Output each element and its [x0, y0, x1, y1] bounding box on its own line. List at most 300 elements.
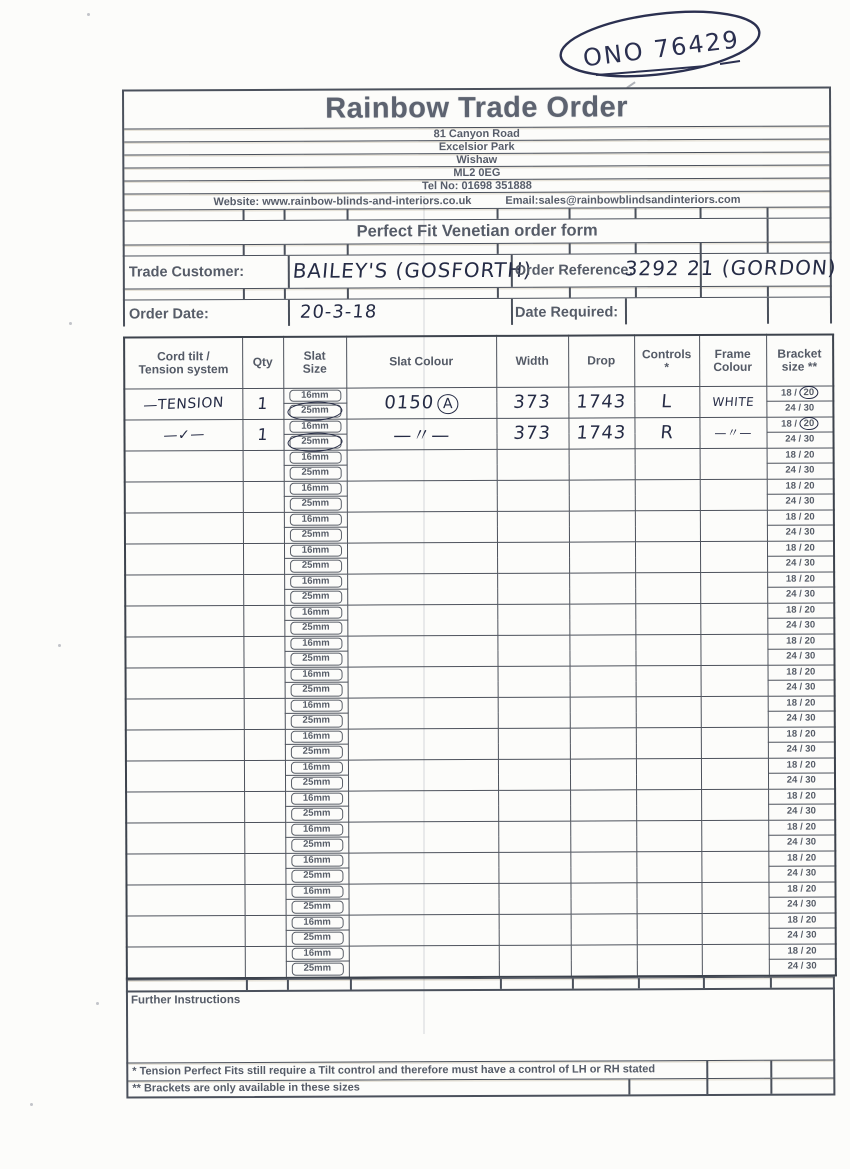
- cell-cord-tilt: [125, 636, 243, 668]
- cell-divider-tick: [638, 978, 640, 988]
- cell-bracket-size: 18 / 20: [767, 447, 834, 463]
- order-date-row: [123, 296, 832, 326]
- cell-drop: [571, 944, 637, 976]
- bracket-size-option: 18 /: [781, 418, 800, 430]
- trade-customer-label: Trade Customer:: [128, 264, 245, 281]
- cell-cord-tilt: [126, 667, 244, 699]
- column-header-8: Bracket size **: [766, 334, 833, 385]
- cell-cord-tilt: [125, 512, 243, 544]
- table-row: [126, 726, 835, 745]
- cell-drop: [569, 479, 635, 510]
- cell-width: [497, 511, 569, 542]
- cell-width: [498, 666, 570, 697]
- cell-slat-colour: [348, 883, 498, 915]
- cell-bracket-size: [766, 385, 833, 401]
- slat-size-option: 16mm: [290, 761, 342, 774]
- cell-slat-size: [284, 434, 347, 450]
- cell-divider-tick: [347, 245, 349, 255]
- cell-bracket-size: 24 / 30: [767, 494, 834, 510]
- cell-bracket-size: 24 / 30: [769, 897, 836, 913]
- cell-controls: [635, 634, 700, 665]
- cell-slat-size: [284, 465, 347, 481]
- cell-divider-tick: [572, 978, 574, 988]
- slat-size-option: 16mm: [289, 389, 341, 402]
- cell-drop: [570, 882, 636, 913]
- slat-size-option: 25mm: [291, 901, 343, 914]
- cell-divider-tick: [569, 244, 571, 254]
- order-reference-label: Order Reference:: [514, 262, 634, 279]
- cell-divider-tick: [635, 243, 637, 253]
- handwritten-value: 1: [256, 424, 270, 444]
- cell-bracket-size: 24 / 30: [768, 773, 835, 789]
- cell-slat-colour: [346, 418, 496, 450]
- cell-bracket-size: 24 / 30: [766, 401, 833, 417]
- cell-divider: [511, 299, 513, 325]
- cell-slat-colour: [347, 480, 497, 512]
- cell-divider-tick: [246, 980, 248, 990]
- cell-width: [497, 480, 569, 511]
- cell-divider-tick: [770, 977, 772, 987]
- cell-bracket-size: 18 / 20: [768, 819, 835, 835]
- table-row: [125, 571, 834, 590]
- cell-slat-size: [284, 589, 347, 605]
- slat-size-option: 16mm: [291, 792, 343, 805]
- cell-bracket-size: 18 / 20: [767, 509, 834, 525]
- cell-divider: [628, 1079, 630, 1094]
- trade-customer-row: [123, 252, 838, 288]
- cell-divider: [767, 219, 769, 242]
- cell-drop: [569, 634, 635, 665]
- slat-size-option: 16mm: [290, 668, 342, 681]
- cell-qty: [244, 729, 285, 760]
- further-instructions-label: Further Instructions: [130, 993, 241, 1007]
- cell-slat-colour: [348, 852, 498, 884]
- cell-bracket-size: 24 / 30: [767, 618, 834, 634]
- cell-slat-colour: [347, 511, 497, 543]
- slat-size-option: 25mm: [291, 870, 343, 883]
- cell-controls: [637, 944, 702, 976]
- cell-slat-size: [285, 775, 348, 791]
- cell-controls: [636, 882, 701, 913]
- table-row: [126, 788, 835, 807]
- cell-divider-tick: [350, 979, 352, 989]
- cell-frame-colour: [699, 417, 766, 448]
- cell-controls: [636, 820, 701, 851]
- cell-frame-colour: [702, 913, 769, 944]
- cell-slat-colour: [349, 945, 499, 977]
- cell-width: [497, 635, 569, 666]
- cell-slat-size: [285, 837, 348, 853]
- cell-slat-size: [284, 651, 347, 667]
- handwritten-value: 1: [256, 393, 270, 413]
- table-row: [126, 695, 835, 714]
- address-line: Wishaw: [124, 151, 829, 167]
- cell-bracket-size: 24 / 30: [768, 835, 835, 851]
- handwritten-circle: 20: [800, 386, 819, 399]
- cell-bracket-size: 18 / 20: [767, 633, 834, 649]
- cell-slat-size: [285, 884, 348, 900]
- cell-divider-tick: [497, 209, 499, 219]
- table-row: [127, 912, 836, 931]
- cell-divider-tick: [284, 245, 286, 255]
- order-number-text: ONO 76429: [581, 25, 742, 73]
- table-row: [125, 509, 834, 528]
- cell-controls: [635, 603, 700, 634]
- cell-qty: [243, 512, 284, 543]
- cell-divider-tick: [635, 208, 637, 218]
- phone-line: Tel No: 01698 351888: [124, 177, 829, 193]
- cell-slat-size: [284, 543, 347, 559]
- cell-slat-size: [286, 961, 349, 977]
- column-header-4: Width: [496, 336, 568, 387]
- scan-speck: [30, 1103, 33, 1106]
- column-header-3: Slat Colour: [346, 336, 496, 388]
- cell-frame-colour: [701, 851, 768, 882]
- cell-drop: [570, 727, 636, 758]
- cell-slat-colour: [346, 387, 496, 419]
- cell-slat-size: [285, 713, 348, 729]
- cell-frame-colour: [701, 789, 768, 820]
- cell-slat-colour: [348, 790, 498, 822]
- cell-frame-colour: [699, 386, 766, 417]
- cell-bracket-size: 18 / 20: [768, 726, 835, 742]
- cell-bracket-size: 24 / 30: [767, 525, 834, 541]
- slat-size-option: 16mm: [290, 730, 342, 743]
- cell-drop: [570, 696, 636, 727]
- slat-size-option: 16mm: [289, 544, 341, 557]
- order-table: [123, 333, 837, 979]
- cell-divider-tick: [700, 243, 702, 253]
- cell-bracket-size: 24 / 30: [768, 742, 835, 758]
- cell-qty: [244, 760, 285, 791]
- cell-bracket-size: 18 / 20: [769, 943, 836, 959]
- cell-frame-colour: [700, 572, 767, 603]
- cell-divider-tick: [497, 288, 499, 298]
- cell-qty: [243, 636, 284, 667]
- cell-bracket-size: 18 / 20: [768, 695, 835, 711]
- cell-divider-tick: [700, 208, 702, 218]
- slat-size-option: 16mm: [289, 420, 341, 433]
- address-line: 81 Canyon Road: [124, 125, 829, 141]
- cell-divider: [770, 1078, 772, 1093]
- cell-slat-size: [284, 527, 347, 543]
- cell-controls: [634, 386, 699, 417]
- footnote-text: ** Brackets are only available in these sizes: [132, 1081, 360, 1095]
- cell-width: [498, 728, 570, 759]
- cell-cord-tilt: [126, 729, 244, 761]
- cell-width: [498, 697, 570, 728]
- slat-size-option: 16mm: [290, 637, 342, 650]
- cell-slat-size: [286, 930, 349, 946]
- cell-bracket-size: 24 / 30: [767, 463, 834, 479]
- cell-width: [499, 914, 571, 945]
- cell-controls: [636, 851, 701, 882]
- cell-divider: [706, 1079, 708, 1094]
- further-instructions-area: [126, 987, 835, 1062]
- cell-cord-tilt: [127, 946, 245, 978]
- cell-slat-size: [284, 620, 347, 636]
- cell-controls: [636, 696, 701, 727]
- cell-cord-tilt: [124, 419, 242, 451]
- cell-slat-size: [284, 558, 347, 574]
- cell-slat-size: [285, 667, 348, 683]
- cell-slat-size: [284, 605, 347, 621]
- cell-divider-tick: [569, 209, 571, 219]
- cell-controls: [637, 913, 702, 944]
- cell-slat-size: [286, 915, 349, 931]
- cell-cord-tilt: [126, 698, 244, 730]
- footnote-row: [126, 1077, 835, 1098]
- order-number-scribble: [548, 4, 776, 92]
- form-header: [122, 86, 832, 209]
- slat-size-option: 25mm: [290, 715, 342, 728]
- cell-slat-size: [285, 791, 348, 807]
- handwritten-value: 1743: [575, 391, 628, 413]
- slat-size-option: 16mm: [291, 823, 343, 836]
- cell-cord-tilt: [125, 605, 243, 637]
- cell-slat-colour: [347, 604, 497, 636]
- cell-divider: [767, 298, 769, 324]
- cell-cord-tilt: [125, 450, 243, 482]
- cell-bracket-size: 24 / 30: [769, 928, 836, 944]
- slat-size-option: 16mm: [291, 947, 343, 960]
- scan-speck: [96, 1002, 99, 1005]
- cell-frame-colour: [700, 510, 767, 541]
- cell-divider-tick: [243, 210, 245, 220]
- form-title-row: [123, 217, 832, 244]
- cell-bracket-size: 24 / 30: [768, 804, 835, 820]
- slat-size-option: 25mm: [289, 405, 341, 418]
- cell-width: [498, 790, 570, 821]
- handwritten-circled-letter: A: [437, 394, 459, 414]
- slat-size-option: 16mm: [289, 513, 341, 526]
- slat-size-option: 25mm: [289, 529, 341, 542]
- cell-frame-colour: [701, 820, 768, 851]
- cell-controls: [636, 758, 701, 789]
- table-row: [127, 943, 836, 962]
- cell-divider-tick: [700, 287, 702, 297]
- slat-size-option: 16mm: [289, 482, 341, 495]
- cell-bracket-size: 18 / 20: [767, 540, 834, 556]
- cell-width: [497, 604, 569, 635]
- cell-frame-colour: [702, 944, 769, 976]
- cell-divider: [288, 300, 290, 326]
- cell-slat-size: [284, 636, 347, 652]
- cell-bracket-size: 24 / 30: [768, 680, 835, 696]
- cell-frame-colour: [701, 727, 768, 758]
- slat-size-option: 16mm: [290, 575, 342, 588]
- scan-speck: [87, 13, 90, 16]
- cell-slat-size: [283, 419, 346, 435]
- slat-size-option: 16mm: [291, 916, 343, 929]
- cell-bracket-size: 24 / 30: [768, 866, 835, 882]
- cell-width: [497, 573, 569, 604]
- table-row: [125, 633, 834, 652]
- cell-bracket-size: 18 / 20: [767, 478, 834, 494]
- cell-drop: [568, 386, 634, 417]
- cell-cord-tilt: [125, 543, 243, 575]
- column-header-6: Controls *: [634, 335, 699, 386]
- cell-slat-colour: [347, 542, 497, 574]
- column-header-1: Qty: [242, 337, 283, 388]
- cell-slat-size: [284, 574, 347, 590]
- cell-controls: [635, 541, 700, 572]
- slat-size-option: 25mm: [291, 963, 343, 976]
- cell-slat-size: [283, 388, 346, 404]
- address-line: ML2 0EG: [124, 164, 829, 180]
- cell-width: [497, 542, 569, 573]
- column-header-0: Cord tilt / Tension system: [124, 337, 242, 389]
- table-row: [124, 385, 833, 404]
- order-table-head-row: [124, 334, 833, 388]
- cell-divider-tick: [243, 245, 245, 255]
- cell-slat-size: [286, 899, 349, 915]
- cell-frame-colour: [700, 634, 767, 665]
- cell-width: [499, 945, 571, 977]
- cell-bracket-size: 24 / 30: [767, 432, 834, 448]
- address-line: Excelsior Park: [124, 138, 829, 154]
- cell-cord-tilt: [124, 388, 242, 420]
- slat-size-option: 16mm: [289, 451, 341, 464]
- cell-width: [498, 821, 570, 852]
- cell-bracket-size: 18 / 20: [768, 788, 835, 804]
- slat-size-option: 16mm: [291, 885, 343, 898]
- footnote-text: * Tension Perfect Fits still require a Tilt control and therefore must have a control of LH or RH stated: [132, 1063, 656, 1078]
- cell-width: [496, 387, 568, 418]
- cell-width: [498, 883, 570, 914]
- cell-drop: [569, 448, 635, 479]
- cell-bracket-size: 18 / 20: [768, 850, 835, 866]
- cell-bracket-size: 18 / 20: [768, 881, 835, 897]
- order-date-label: Order Date:: [128, 306, 209, 323]
- slat-size-option: 16mm: [291, 854, 343, 867]
- cell-qty: [243, 605, 284, 636]
- cell-width: [496, 418, 568, 449]
- cell-slat-colour: [348, 759, 498, 791]
- slat-size-option: 25mm: [290, 591, 342, 604]
- column-header-2: Slat Size: [283, 337, 346, 388]
- handwritten-value: 373: [512, 391, 552, 413]
- cell-slat-colour: [348, 666, 498, 698]
- handwritten-value: 1743: [575, 422, 628, 444]
- cell-qty: [245, 915, 286, 946]
- cell-frame-colour: [701, 665, 768, 696]
- scan-speck: [69, 322, 72, 325]
- cell-slat-size: [285, 760, 348, 776]
- cell-qty: [243, 543, 284, 574]
- handwritten-value: R: [659, 422, 675, 444]
- cell-slat-size: [286, 946, 349, 962]
- cell-slat-size: [283, 403, 346, 419]
- cell-width: [497, 449, 569, 480]
- cell-drop: [569, 603, 635, 634]
- cell-bracket-size: 24 / 30: [767, 587, 834, 603]
- cell-divider-tick: [767, 287, 769, 297]
- handwritten-value: L: [660, 391, 674, 413]
- cell-divider-tick: [347, 289, 349, 299]
- column-header-5: Drop: [568, 335, 634, 386]
- cell-slat-size: [285, 868, 348, 884]
- cell-qty: [242, 388, 283, 419]
- cell-controls: [636, 789, 701, 820]
- cell-drop: [570, 789, 636, 820]
- cell-slat-colour: [348, 821, 498, 853]
- cell-cord-tilt: [127, 915, 245, 947]
- cell-slat-size: [285, 682, 348, 698]
- cell-controls: [635, 479, 700, 510]
- cell-drop: [570, 758, 636, 789]
- order-form: [122, 86, 838, 1098]
- cell-qty: [244, 698, 285, 729]
- cell-bracket-size: [766, 416, 833, 432]
- cell-divider-tick: [497, 244, 499, 254]
- cell-divider-tick: [347, 210, 349, 220]
- slat-size-option: 16mm: [290, 606, 342, 619]
- slat-size-option: 25mm: [289, 498, 341, 511]
- cell-slat-size: [285, 698, 348, 714]
- slat-size-option: 25mm: [289, 467, 341, 480]
- trade-customer-value: BAILEY'S (GOSFORTH): [291, 257, 534, 283]
- order-date-value: 20-3-18: [299, 301, 379, 323]
- cell-divider-tick: [767, 243, 769, 253]
- column-header-7: Frame Colour: [699, 335, 766, 386]
- cell-slat-size: [284, 496, 347, 512]
- cell-frame-colour: [700, 448, 767, 479]
- cell-cord-tilt: [125, 481, 243, 513]
- handwritten-circle: 20: [800, 417, 819, 430]
- cell-controls: [635, 510, 700, 541]
- cell-qty: [243, 574, 284, 605]
- cell-qty: [244, 667, 285, 698]
- cell-slat-colour: [349, 914, 499, 946]
- slat-size-option: 25mm: [290, 560, 342, 573]
- cell-frame-colour: [700, 479, 767, 510]
- cell-qty: [244, 853, 285, 884]
- cell-qty: [244, 791, 285, 822]
- cell-cord-tilt: [126, 822, 244, 854]
- table-row: [124, 416, 833, 435]
- cell-drop: [569, 541, 635, 572]
- handwritten-value: 0150: [383, 391, 435, 413]
- cell-cord-tilt: [126, 760, 244, 792]
- handwritten-value: WHITE: [711, 394, 755, 409]
- cell-slat-size: [285, 822, 348, 838]
- slat-size-option: 25mm: [290, 622, 342, 635]
- cell-divider-tick: [569, 288, 571, 298]
- table-row: [126, 881, 835, 900]
- cell-qty: [244, 822, 285, 853]
- cell-slat-size: [285, 729, 348, 745]
- cell-slat-colour: [347, 449, 497, 481]
- cell-slat-colour: [347, 573, 497, 605]
- cell-width: [498, 852, 570, 883]
- slat-size-option: 25mm: [290, 684, 342, 697]
- table-row: [126, 819, 835, 838]
- cell-bracket-size: 18 / 20: [767, 571, 834, 587]
- table-row: [125, 540, 834, 559]
- website-text: Website: www.rainbow-blinds-and-interiors.co.uk: [213, 194, 472, 208]
- cell-frame-colour: [700, 603, 767, 634]
- cell-bracket-size: 18 / 20: [767, 602, 834, 618]
- cell-frame-colour: [701, 882, 768, 913]
- cell-width: [498, 759, 570, 790]
- cell-slat-size: [285, 806, 348, 822]
- cell-cord-tilt: [126, 853, 244, 885]
- email-text: Email:sales@rainbowblindsandinteriors.com: [505, 193, 741, 207]
- cell-qty: [243, 450, 284, 481]
- order-table-body: [124, 385, 836, 978]
- handwritten-value: 373: [512, 422, 553, 444]
